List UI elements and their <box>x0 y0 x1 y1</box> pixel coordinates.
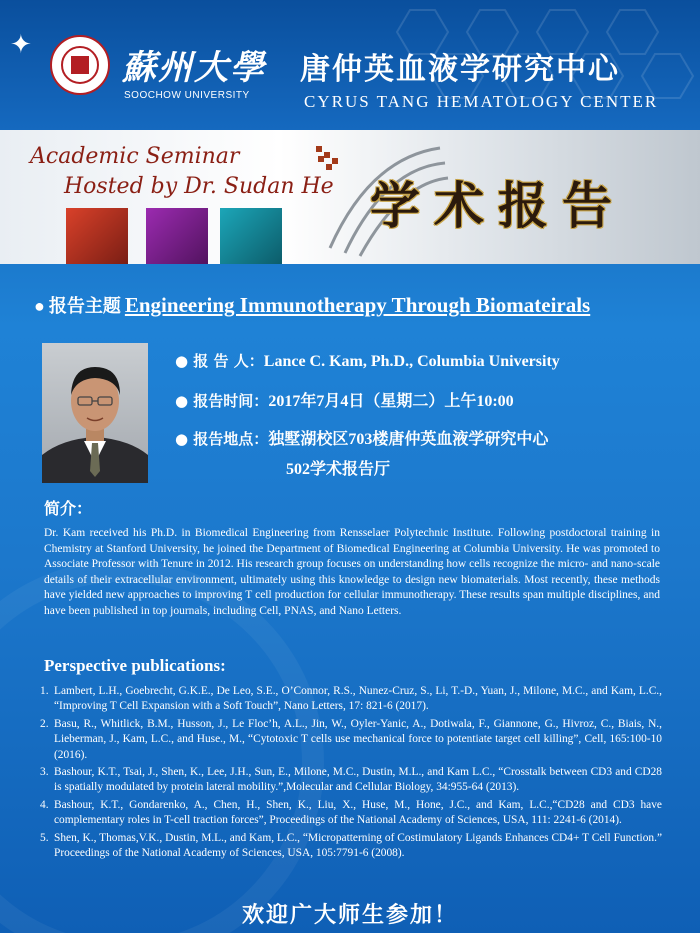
location-label: ● 报告地点： <box>175 430 269 448</box>
sparkle-icon: ✦ <box>10 30 32 59</box>
publication-text: Basu, R., Whitlick, B.M., Husson, J., Le Floc’h, A.L., Jin, W., Oyler-Yanic, A., Dotiwala, F., Giannone, G., Hivroz, C., Biais, N., Lieberman, J., Kam, L.C., and Huse., M., “Cytotoxic T cells use mechanical force to potentiate target cell killing”, Cell, 165:100-10 (2016). <box>54 717 662 761</box>
speaker-portrait-illustration <box>42 343 148 483</box>
location-row <box>175 426 548 449</box>
location-value: 独墅湖校区703楼唐仲英血液学研究中心 <box>268 431 549 448</box>
speaker-photo <box>42 343 148 483</box>
location-value-2: 502学术报告厅 <box>286 461 391 478</box>
welcome-message: 欢迎广大师生参加！ <box>241 903 458 928</box>
speaker-value: Lance C. Kam, Ph.D., Columbia University <box>263 353 560 370</box>
time-value: 2017年7月4日（星期二）上午10:00 <box>268 393 514 410</box>
publication-item <box>40 717 662 763</box>
intro-heading: 简介： <box>44 499 93 518</box>
academic-report-title-cn: 学术报告 <box>370 176 626 235</box>
decorative-tile-purple <box>146 208 208 264</box>
topic-row <box>34 292 694 318</box>
center-name-en: CYRUS TANG HEMATOLOGY CENTER <box>304 92 659 111</box>
university-name-en: SOOCHOW UNIVERSITY <box>124 90 250 101</box>
publication-text: Bashour, K.T., Tsai, J., Shen, K., Lee, J.H., Sun, E., Milone, M.C., Dustin, M.L., and Kam L.C., “Crosstalk between CD3 and CD28 is spatially modulated by protein lateral mobility.”,Molecular and Cellular Biology, 34:955-64 (2013). <box>54 766 662 794</box>
publication-item <box>40 684 662 715</box>
banner-line-1: Academic Seminar <box>30 144 240 169</box>
center-name-cn: 唐仲英血液学研究中心 <box>300 52 620 87</box>
intro-text: Dr. Kam received his Ph.D. in Biomedical Engineering from Rensselaer Polytechnic Institute. Following postdoctoral training in Chemistry at Stanford University, he joined the Department of Biomedical Engineering at Columbia University. He was promoted to Associate Professor with Tenure in 2012. His research group focuses on understanding how cells recognize the micro- and nano-scale details of their extracellular environment, ultimately using this knowledge to design new biomaterials. Most recently, these methods have yielded new approaches to improving T cell production for cellular immunotherapy. These results span multiple disciplines, and have been published in top journals, including Cell, PNAS, and Nano Letters. <box>44 527 660 617</box>
decorative-tile-red <box>66 208 128 264</box>
publication-item <box>40 798 662 829</box>
seminar-banner <box>0 130 700 264</box>
publications-heading: Perspective publications: <box>44 656 226 675</box>
bullet-icon: ● <box>34 296 45 316</box>
publication-text: Bashour, K.T., Gondarenko, A., Chen, H., Shen, K., Liu, X., Huse, M., Hone, J.C., and Kam, L.C.,“CD28 and CD3 have complementary roles in T-cell traction forces”, Proceedings of the National Academy of Sciences, USA, 111: 2241-6 (2014). <box>54 798 662 827</box>
publication-number: 4. <box>40 798 49 811</box>
decorative-tile-teal <box>220 208 282 264</box>
speaker-label: ● 报 告 人： <box>175 352 264 370</box>
banner-line-2: Hosted by Dr. Sudan He <box>64 174 334 199</box>
time-label: ● 报告时间： <box>175 392 269 410</box>
speaker-row <box>175 350 560 371</box>
publication-item <box>40 765 662 796</box>
location-row-2 <box>286 456 390 479</box>
publication-number: 3. <box>40 766 49 779</box>
publication-item <box>40 831 662 862</box>
publication-number: 2. <box>40 717 49 730</box>
topic-label: 报告主题 <box>48 296 121 317</box>
publication-number: 1. <box>40 685 49 697</box>
publication-text: Lambert, L.H., Goebrecht, G.K.E., De Leo, S.E., O’Connor, R.S., Nunez-Cruz, S., Li, T.-D., Yuan, J., Milone, M.C., and Kam, L.C., “Improving T Cell Expansion with a Soft Touch”, Nano Letters, 17: 821-6 (2017). <box>54 685 662 713</box>
publications-list <box>40 684 662 863</box>
university-name-cn: 蘇州大學 <box>122 50 266 87</box>
publication-text: Shen, K., Thomas,V.K., Dustin, M.L., and Kam, L.C., “Micropatterning of Costimulatory Ligands Enhances CD4+ T Cell Function.” Proceedings of the National Academy of Sciences, USA, 105:7791-6 (2008). <box>54 831 662 860</box>
time-row <box>175 388 514 411</box>
header <box>0 0 700 130</box>
topic-title: Engineering Immunotherapy Through Biomateirals <box>124 293 591 317</box>
publication-number: 5. <box>40 831 49 844</box>
university-seal-logo <box>50 35 110 95</box>
